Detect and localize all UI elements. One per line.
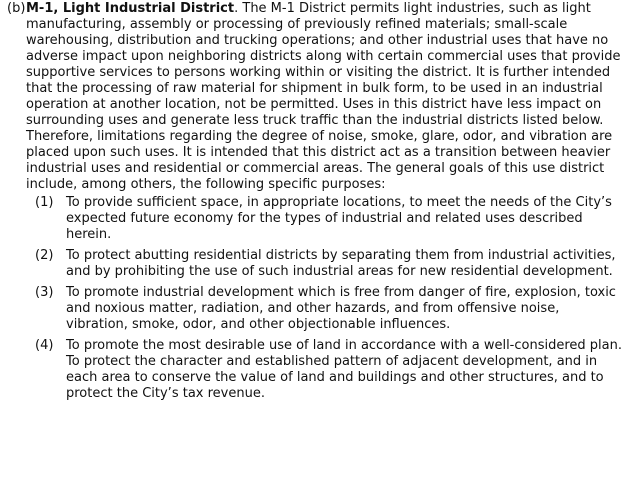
purpose-text: To promote industrial development which is free from danger of fire, explosion, toxic and noxious matter, radiation, and other hazards, and from offensive noise, vibration, smoke, odor, and other objectionable influences. xyxy=(66,285,616,332)
purpose-item xyxy=(35,248,622,280)
purpose-text: To protect abutting residential districts by separating them from industrial activities, and by prohibiting the use of such industrial areas for new residential development. xyxy=(66,248,616,279)
section-title: M-1, Light Industrial District xyxy=(26,1,235,16)
purpose-text: To provide sufficient space, in appropriate locations, to meet the needs of the City’s expected future economy for the types of industrial and related uses described herein. xyxy=(66,195,612,242)
purpose-item xyxy=(35,338,622,402)
section-marker: (b) xyxy=(7,1,26,16)
purpose-number: (1) xyxy=(35,195,54,210)
purpose-number: (4) xyxy=(35,338,54,353)
purpose-number: (3) xyxy=(35,285,54,300)
purpose-text: To promote the most desirable use of land in accordance with a well-considered plan. To protect the character and established pattern of adjacent development, and in each area to conserve the value of land and buildings and other structures, and to protect the City’s tax revenue. xyxy=(66,338,622,401)
purpose-item xyxy=(35,285,622,333)
purposes-list xyxy=(26,195,622,402)
purpose-number: (2) xyxy=(35,248,54,263)
purpose-item xyxy=(35,195,622,243)
section-intro-text: . The M-1 District permits light industries, such as light manufacturing, assembly or processing of previously refined materials; small-scale warehousing, distribution and trucking operations; and other industrial uses that have no adverse impact upon neighboring districts along with certain commercial uses that provide supportive services to persons working within or visiting the district. It is further intended that the processing of raw material for shipment in bulk form, to be used in an industrial operation at another location, not be permitted. Uses in this district have less impact on surrounding uses and generate less truck traffic than the industrial districts listed below. Therefore, limitations regarding the degree of noise, smoke, glare, odor, and vibration are placed upon such uses. It is intended that this district act as a transition between heavier industrial uses and residential or commercial areas. The general goals of this use district include, among others, the following specific purposes: xyxy=(26,1,621,192)
section-intro-paragraph xyxy=(26,1,622,193)
section-m1 xyxy=(0,1,622,402)
